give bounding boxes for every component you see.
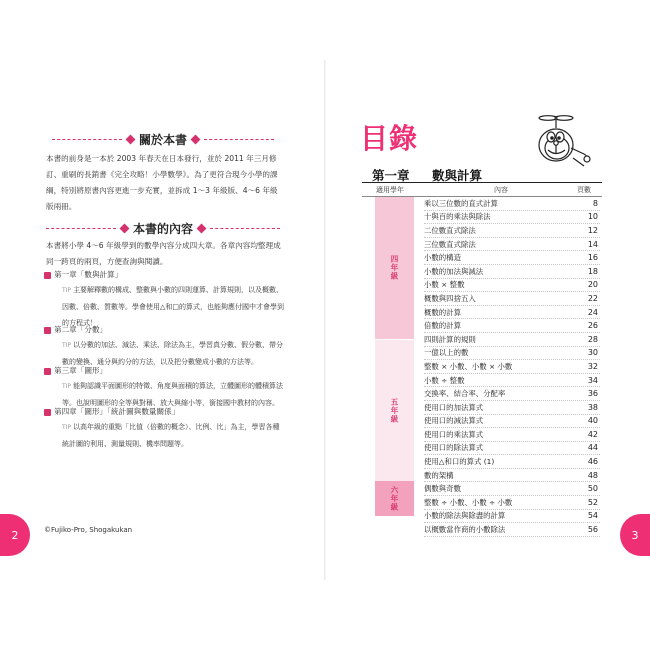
- chapter-label: 第一章: [372, 168, 410, 183]
- toc-row[interactable]: [424, 482, 600, 496]
- toc-row[interactable]: [424, 251, 600, 265]
- toc-title: 目錄: [360, 122, 419, 155]
- square-bullet-icon: [44, 327, 51, 334]
- page-fold: [324, 60, 326, 580]
- diamond-icon: [120, 224, 130, 234]
- toc-row-title: 四則計算的規則: [424, 334, 476, 344]
- tip-icon: TIP: [62, 342, 72, 349]
- header-grade: 適用學年: [376, 186, 404, 194]
- header-page: 頁數: [577, 186, 591, 194]
- toc-row[interactable]: [424, 469, 600, 483]
- toc-row[interactable]: [424, 211, 600, 225]
- toc-row[interactable]: [424, 415, 600, 429]
- toc-row-title: 小數 ÷ 整數: [424, 375, 465, 385]
- page-number-right: 3: [620, 514, 650, 556]
- square-bullet-icon: [44, 272, 51, 279]
- toc-row-title: 十與百的乘法與除法: [424, 212, 491, 222]
- toc-row-title: 整數 × 小數、小數 × 小數: [424, 361, 513, 371]
- toc-row[interactable]: [424, 401, 600, 415]
- toc-row[interactable]: [424, 510, 600, 524]
- toc-row-page: 10: [587, 212, 598, 222]
- contents-heading: [38, 220, 288, 237]
- toc-row-title: 數的架構: [424, 470, 454, 480]
- toc-row-page: 8: [592, 198, 598, 208]
- toc-row-page: 22: [587, 293, 598, 303]
- chapter-rule: [362, 182, 602, 183]
- tip-icon: TIP: [62, 383, 72, 390]
- contents-heading-text: 本書的內容: [132, 222, 193, 236]
- toc-row-title: 一億以上的數: [424, 348, 469, 358]
- toc-row[interactable]: [424, 347, 600, 361]
- toc-row-title: 倍數的計算: [424, 321, 461, 331]
- contents-paragraph: 本書將小學 4〜6 年級學到的數學內容分成四大章。各章內容均整理成同一跨頁的兩頁，方便查詢與閱讀。: [46, 241, 281, 266]
- toc-row[interactable]: [424, 306, 600, 320]
- heading-rule: [204, 139, 274, 140]
- doraemon-with-propeller-icon: [526, 110, 600, 174]
- toc-row-title: 交換率、結合率、分配率: [424, 389, 506, 399]
- about-heading-text: 關於本書: [138, 133, 187, 147]
- toc-row[interactable]: [424, 523, 600, 537]
- chapter-1-title: 第一章「數與計算」: [54, 270, 123, 279]
- chapter-4-title: 第四章「圖形」「統計圖與數量關係」: [54, 407, 180, 416]
- toc-row-title: 三位數直式除法: [424, 239, 476, 249]
- toc-row-page: 26: [587, 321, 598, 331]
- chapter-1-item: [44, 268, 122, 282]
- toc-row[interactable]: [424, 224, 600, 238]
- toc-row[interactable]: [424, 428, 600, 442]
- toc-row-page: 48: [587, 470, 598, 480]
- about-heading: [38, 131, 288, 148]
- toc-row[interactable]: [424, 374, 600, 388]
- toc-row-page: 44: [587, 443, 598, 453]
- toc-row[interactable]: [424, 265, 600, 279]
- toc-row-page: 32: [587, 361, 598, 371]
- chapter-4-note-text: 以高年級的重點「比值（倍數的概念）、比例、比」為主，學習各種統計圖的利用、測量規則、機率問題等。: [62, 423, 280, 448]
- grade-4-band: [375, 197, 414, 339]
- toc-row-title: 小數的除法與除盡的計算: [424, 511, 506, 521]
- toc-list: [424, 197, 600, 537]
- toc-row[interactable]: [424, 360, 600, 374]
- chapter-2-note-text: 以分數的加法、減法、乘法、除法為主，學習真分數、假分數、帶分數的變換、通分與約分的方法，以及把分數變成小數的方法等。: [62, 341, 284, 366]
- toc-row-title: 概數的計算: [424, 307, 461, 317]
- toc-row-title: 使用口的加法算式: [424, 402, 484, 412]
- toc-row-page: 16: [587, 253, 598, 263]
- toc-row-page: 24: [587, 307, 598, 317]
- toc-row-page: 34: [587, 375, 598, 385]
- toc-row-title: 小數 × 整數: [424, 280, 465, 290]
- toc-row-title: 使用口的乘法算式: [424, 429, 484, 439]
- square-bullet-icon: [44, 409, 51, 416]
- toc-row-title: 乘以三位數的直式計算: [424, 198, 498, 208]
- chapter-3-item: [44, 364, 107, 378]
- grade-4-label: 四年級: [390, 255, 399, 281]
- toc-row[interactable]: [424, 442, 600, 456]
- about-paragraph: 本書的前身是一本於 2003 年春天在日本發行，並於 2011 年三月修訂、重刷的長銷書《完全攻略！小學數學》。為了更符合現今小學的課綱，特別將原書內容更進一步充實，並拆成 1〜3 年級版、4〜6 年級版兩冊。: [46, 154, 278, 211]
- grade-5-band: [375, 340, 414, 481]
- toc-row-title: 概數與四捨五入: [424, 293, 476, 303]
- toc-row-page: 50: [587, 484, 598, 494]
- diamond-icon: [197, 224, 207, 234]
- toc-row-page: 56: [587, 525, 598, 535]
- toc-row-page: 38: [587, 402, 598, 412]
- toc-row[interactable]: [424, 387, 600, 401]
- toc-row-page: 54: [587, 511, 598, 521]
- grade-6-label: 六年級: [390, 485, 399, 512]
- toc-row-title: 以概數當作商的小數除法: [424, 525, 506, 535]
- toc-row-title: 偶數與奇數: [424, 484, 461, 494]
- toc-row-title: 小數的構造: [424, 253, 461, 263]
- toc-row-title: 二位數直式除法: [424, 225, 476, 235]
- toc-row-page: 12: [587, 225, 598, 235]
- chapter-2-item: [44, 323, 107, 337]
- toc-row[interactable]: [424, 455, 600, 469]
- header-content: 內容: [494, 186, 508, 194]
- square-bullet-icon: [44, 368, 51, 375]
- chapter-title: 數與計算: [432, 168, 483, 183]
- toc-row-page: 40: [587, 416, 598, 426]
- toc-row[interactable]: [424, 292, 600, 306]
- heading-rule: [210, 228, 280, 229]
- toc-row-title: 整數 ÷ 小數、小數 ÷ 小數: [424, 497, 513, 507]
- toc-row-page: 36: [587, 389, 598, 399]
- toc-row-page: 20: [587, 280, 598, 290]
- toc-row[interactable]: [424, 197, 600, 211]
- toc-row[interactable]: [424, 238, 600, 252]
- toc-row[interactable]: [424, 333, 600, 347]
- chapter-4-note: [62, 419, 286, 452]
- toc-row-title: 使用△和口的算式 (1): [424, 457, 495, 467]
- chapter-4-item: [44, 405, 179, 419]
- tip-icon: TIP: [62, 424, 72, 431]
- heading-rule: [52, 139, 122, 140]
- toc-row-title: 使用口的減法算式: [424, 416, 484, 426]
- toc-row-title: 小數的加法與減法: [424, 266, 484, 276]
- toc-row-page: 42: [587, 429, 598, 439]
- copyright: ©Fujiko-Pro, Shogakukan: [44, 526, 133, 534]
- toc-row-page: 28: [587, 334, 598, 344]
- chapter-2-title: 第二章「分數」: [54, 325, 108, 334]
- tip-icon: TIP: [62, 287, 72, 294]
- chapter-1-note-text: 主要解釋數的構成、整數與小數的四則運算、計算規則，以及概數、因數、倍數、質數等。學會使用△和□的算式，也能夠應付國中才會學到的方程式！: [62, 286, 284, 327]
- grade-5-label: 五年級: [390, 397, 399, 424]
- toc-row[interactable]: [424, 496, 600, 510]
- page-number-left: 2: [0, 514, 30, 556]
- chapter-3-title: 第三章「圖形」: [54, 366, 108, 375]
- toc-row-page: 52: [587, 497, 598, 507]
- toc-row-title: 使用口的除法算式: [424, 443, 484, 453]
- toc-row-page: 30: [587, 348, 598, 358]
- diamond-icon: [191, 135, 201, 145]
- chapter-3-note-text: 能夠認識平面圖形的特徵、角度與面積的算法，立體圖形的體積算法等。也說明圖形的全等與對稱、放大與縮小等，銜接國中教材的內容。: [62, 382, 284, 407]
- toc-row[interactable]: [424, 319, 600, 333]
- grade-6-band: [375, 481, 414, 516]
- toc-row-page: 14: [587, 239, 598, 249]
- toc-row-page: 18: [587, 266, 598, 276]
- toc-row[interactable]: [424, 279, 600, 293]
- heading-rule: [46, 228, 116, 229]
- toc-row-page: 46: [587, 457, 598, 467]
- diamond-icon: [126, 135, 136, 145]
